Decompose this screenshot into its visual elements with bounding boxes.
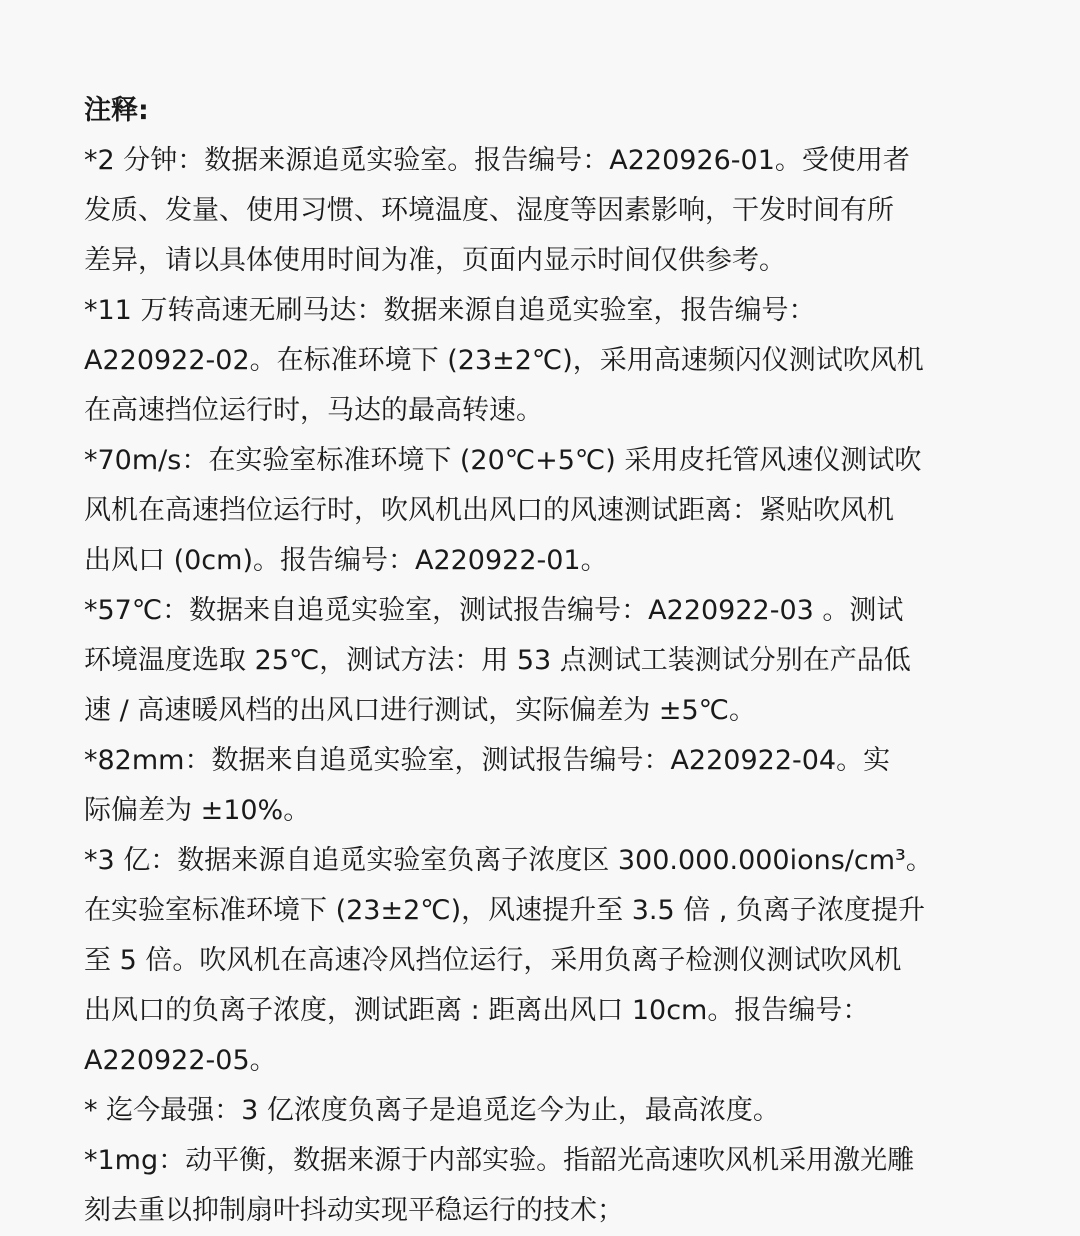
note-line: 至 5 倍。吹风机在高速冷风挡位运行，采用负离子检测仪测试吹风机 (84, 945, 902, 976)
note-line: *2 分钟：数据来源追觅实验室。报告编号：A220926-01。受使用者 (84, 145, 910, 176)
note-line: 差异，请以具体使用时间为准，页面内显示时间仅供参考。 (84, 245, 786, 276)
note-line: *70m/s：在实验室标准环境下 (20℃+5℃) 采用皮托管风速仪测试吹 (84, 445, 922, 476)
note-line: 速 / 高速暖风档的出风口进行测试，实际偏差为 ±5℃。 (84, 695, 756, 726)
note-line: A220922-05。 (84, 1045, 277, 1076)
note-line: *11 万转高速无刷马达：数据来源自追觅实验室，报告编号： (84, 295, 816, 326)
notes-title: 注释: (84, 95, 149, 126)
note-line: 际偏差为 ±10%。 (84, 795, 311, 826)
note-line: A220922-02。在标准环境下 (23±2℃)，采用高速频闪仪测试吹风机 (84, 345, 924, 376)
note-line: 在实验室标准环境下 (23±2℃)，风速提升至 3.5 倍 , 负离子浓度提升 (84, 895, 925, 926)
note-line: *57℃：数据来自追觅实验室，测试报告编号：A220922-03 。测试 (84, 595, 904, 626)
note-line: 发质、发量、使用习惯、环境温度、湿度等因素影响，干发时间有所 (84, 195, 894, 226)
note-line: *82mm：数据来自追觅实验室，测试报告编号：A220922-04。实 (84, 745, 891, 776)
note-line: *3 亿：数据来源自追觅实验室负离子浓度区 300.000.000ions/cm³。 (84, 845, 933, 876)
note-line: 出风口 (0cm)。报告编号：A220922-01。 (84, 545, 608, 576)
note-line: *1mg：动平衡，数据来源于内部实验。指韶光高速吹风机采用激光雕 (84, 1145, 915, 1176)
note-line: 在高速挡位运行时，马达的最高转速。 (84, 395, 543, 426)
note-line: * 迄今最强：3 亿浓度负离子是追觅迄今为止，最高浓度。 (84, 1095, 780, 1126)
note-line: 刻去重以抑制扇叶抖动实现平稳运行的技术； (84, 1195, 624, 1226)
note-line: 出风口的负离子浓度，测试距离 : 距离出风口 10cm。报告编号： (84, 995, 870, 1026)
notes-section (84, 86, 1004, 1236)
note-line: 环境温度选取 25℃，测试方法：用 53 点测试工装测试分别在产品低 (84, 645, 911, 676)
note-line: 风机在高速挡位运行时，吹风机出风口的风速测试距离：紧贴吹风机 (84, 495, 894, 526)
